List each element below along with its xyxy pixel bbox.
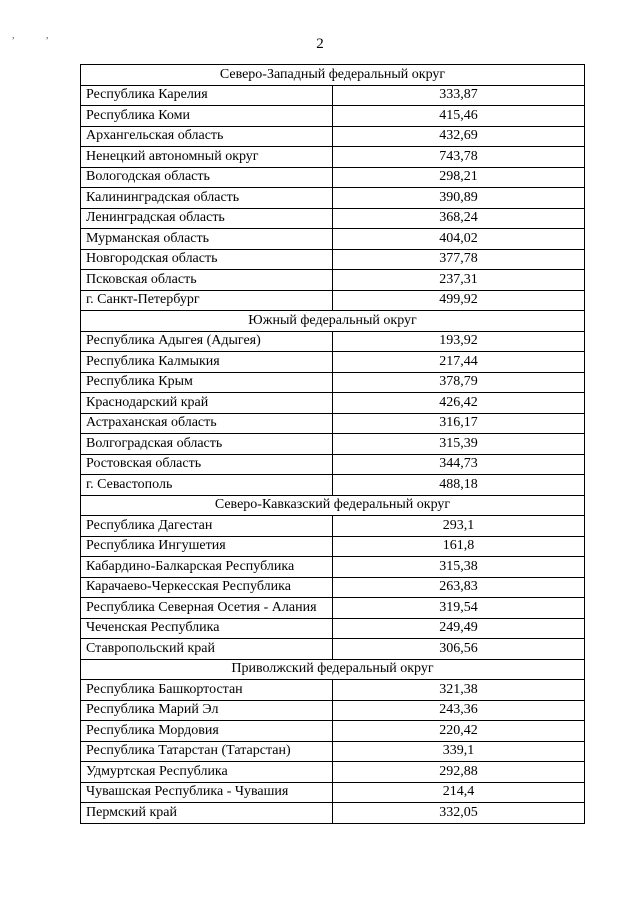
region-value: 193,92: [333, 331, 585, 352]
scan-mark: ,: [46, 30, 49, 41]
region-value: 316,17: [333, 413, 585, 434]
region-value: 319,54: [333, 598, 585, 619]
table-row: [81, 106, 585, 127]
table-row: [81, 721, 585, 742]
district-name: Северо-Западный федеральный округ: [81, 65, 585, 86]
table-row: [81, 167, 585, 188]
region-value: 243,36: [333, 700, 585, 721]
district-header-row: [81, 65, 585, 86]
regional-values-table: [80, 64, 585, 824]
region-value: 306,56: [333, 639, 585, 660]
region-name: Республика Северная Осетия - Алания: [81, 598, 333, 619]
region-name: Псковская область: [81, 270, 333, 291]
region-name: Кабардино-Балкарская Республика: [81, 557, 333, 578]
region-name: Ставропольский край: [81, 639, 333, 660]
table-row: [81, 680, 585, 701]
region-value: 432,69: [333, 126, 585, 147]
table-row: [81, 577, 585, 598]
table-row: [81, 126, 585, 147]
region-value: 237,31: [333, 270, 585, 291]
district-header-row: [81, 311, 585, 332]
region-value: 293,1: [333, 516, 585, 537]
table-row: [81, 270, 585, 291]
table-row: [81, 741, 585, 762]
region-name: Архангельская область: [81, 126, 333, 147]
region-name: Волгоградская область: [81, 434, 333, 455]
region-name: г. Санкт-Петербург: [81, 290, 333, 311]
region-value: 332,05: [333, 803, 585, 824]
region-name: Ростовская область: [81, 454, 333, 475]
region-value: 249,49: [333, 618, 585, 639]
region-name: Республика Калмыкия: [81, 352, 333, 373]
table-row: [81, 475, 585, 496]
region-value: 217,44: [333, 352, 585, 373]
table-row: [81, 208, 585, 229]
district-name: Приволжский федеральный округ: [81, 659, 585, 680]
table-row: [81, 229, 585, 250]
region-name: Чеченская Республика: [81, 618, 333, 639]
region-value: 321,38: [333, 680, 585, 701]
table-row: [81, 85, 585, 106]
table-row: [81, 147, 585, 168]
table-row: [81, 352, 585, 373]
region-value: 390,89: [333, 188, 585, 209]
scan-mark: ,: [12, 30, 15, 41]
region-name: Пермский край: [81, 803, 333, 824]
region-name: Республика Адыгея (Адыгея): [81, 331, 333, 352]
table-row: [81, 188, 585, 209]
region-name: Республика Коми: [81, 106, 333, 127]
table-row: [81, 454, 585, 475]
region-value: 404,02: [333, 229, 585, 250]
region-value: 298,21: [333, 167, 585, 188]
region-value: 333,87: [333, 85, 585, 106]
region-value: 377,78: [333, 249, 585, 270]
region-value: 161,8: [333, 536, 585, 557]
region-name: Республика Крым: [81, 372, 333, 393]
table-row: [81, 803, 585, 824]
table-row: [81, 618, 585, 639]
table-row: [81, 516, 585, 537]
region-value: 339,1: [333, 741, 585, 762]
region-value: 292,88: [333, 762, 585, 783]
region-name: Мурманская область: [81, 229, 333, 250]
region-value: 378,79: [333, 372, 585, 393]
table-row: [81, 762, 585, 783]
region-name: Краснодарский край: [81, 393, 333, 414]
region-value: 315,39: [333, 434, 585, 455]
table-row: [81, 393, 585, 414]
district-name: Северо-Кавказский федеральный округ: [81, 495, 585, 516]
table-row: [81, 536, 585, 557]
table-row: [81, 372, 585, 393]
table-row: [81, 782, 585, 803]
region-value: 488,18: [333, 475, 585, 496]
region-name: Республика Ингушетия: [81, 536, 333, 557]
region-name: Республика Карелия: [81, 85, 333, 106]
region-name: Республика Мордовия: [81, 721, 333, 742]
district-header-row: [81, 495, 585, 516]
table-row: [81, 639, 585, 660]
region-name: г. Севастополь: [81, 475, 333, 496]
region-value: 426,42: [333, 393, 585, 414]
region-name: Республика Дагестан: [81, 516, 333, 537]
table-row: [81, 434, 585, 455]
region-name: Республика Татарстан (Татарстан): [81, 741, 333, 762]
region-name: Калининградская область: [81, 188, 333, 209]
region-value: 415,46: [333, 106, 585, 127]
table-row: [81, 249, 585, 270]
region-value: 344,73: [333, 454, 585, 475]
district-header-row: [81, 659, 585, 680]
region-value: 315,38: [333, 557, 585, 578]
region-value: 368,24: [333, 208, 585, 229]
region-name: Республика Марий Эл: [81, 700, 333, 721]
table-row: [81, 700, 585, 721]
region-name: Чувашская Республика - Чувашия: [81, 782, 333, 803]
region-name: Вологодская область: [81, 167, 333, 188]
table-row: [81, 413, 585, 434]
district-name: Южный федеральный округ: [81, 311, 585, 332]
table-body: [81, 65, 585, 824]
region-value: 499,92: [333, 290, 585, 311]
region-name: Ненецкий автономный округ: [81, 147, 333, 168]
table-row: [81, 557, 585, 578]
region-name: Республика Башкортостан: [81, 680, 333, 701]
region-value: 214,4: [333, 782, 585, 803]
page-number: 2: [316, 36, 324, 52]
region-name: Новгородская область: [81, 249, 333, 270]
region-value: 263,83: [333, 577, 585, 598]
region-value: 743,78: [333, 147, 585, 168]
table-row: [81, 331, 585, 352]
region-value: 220,42: [333, 721, 585, 742]
table-row: [81, 290, 585, 311]
region-name: Удмуртская Республика: [81, 762, 333, 783]
region-name: Карачаево-Черкесская Республика: [81, 577, 333, 598]
table-row: [81, 598, 585, 619]
region-name: Ленинградская область: [81, 208, 333, 229]
region-name: Астраханская область: [81, 413, 333, 434]
